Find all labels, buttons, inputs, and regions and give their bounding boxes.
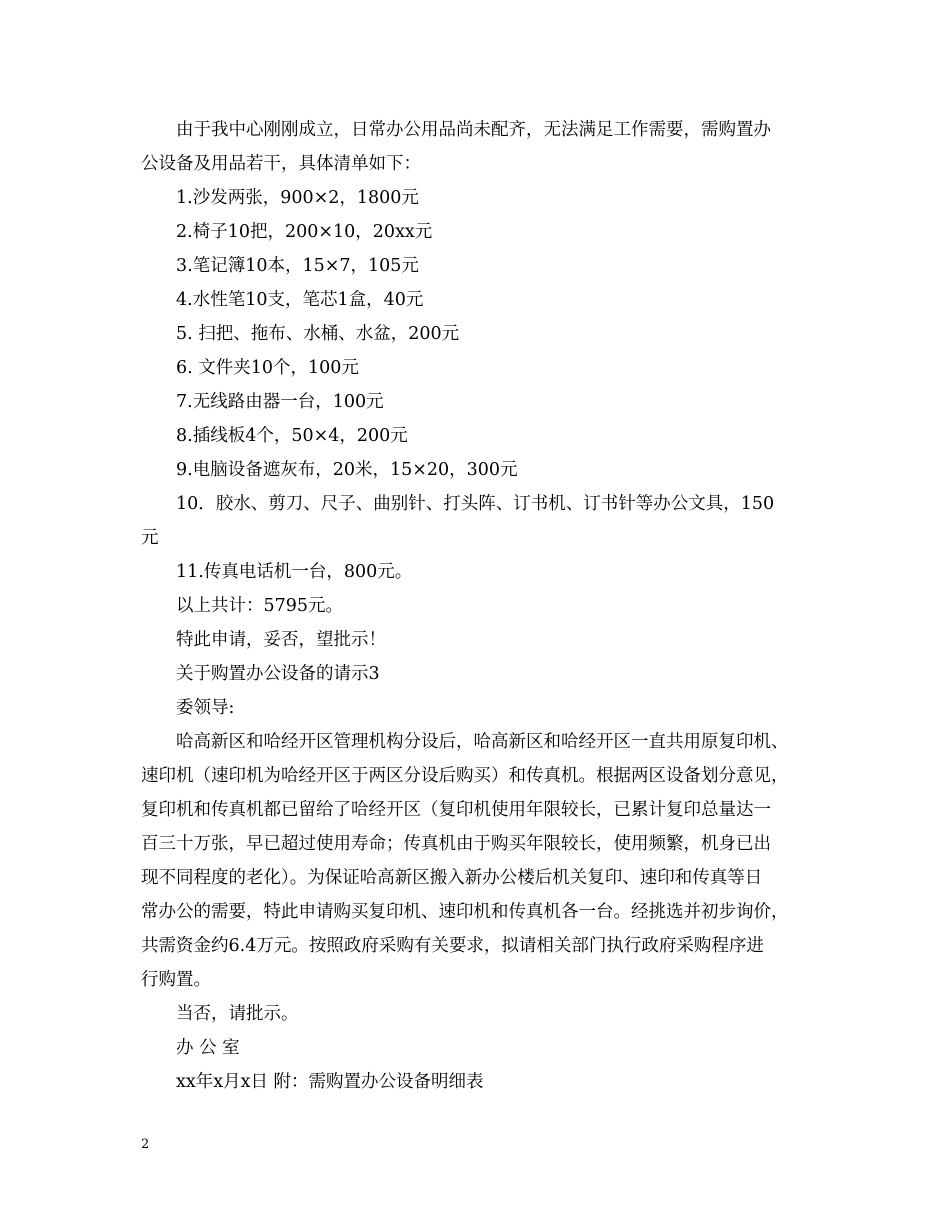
paragraph-line: 速印机（速印机为哈经开区于两区分设后购买）和传真机。根据两区设备划分意见， bbox=[141, 766, 789, 786]
paragraph-line: 百三十万张，早已超过使用寿命；传真机由于购买年限较长，使用频繁，机身已出 bbox=[141, 834, 771, 854]
paragraph-line: 共需资金约6.4万元。按照政府采购有关要求，拟请相关部门执行政府采购程序进 bbox=[141, 936, 764, 956]
list-item: 6. 文件夹10个，100元 bbox=[176, 358, 359, 378]
signature-office: 办 公 室 bbox=[176, 1038, 240, 1058]
list-item: 10．胶水、剪刀、尺子、曲别针、打头阵、订书机、订书针等办公文具，150 bbox=[176, 494, 775, 514]
list-item: 4.水性笔10支，笔芯1盒，40元 bbox=[176, 290, 424, 310]
list-item: 7.无线路由器一台，100元 bbox=[176, 392, 384, 412]
salutation: 委领导: bbox=[176, 698, 235, 718]
page-number: 2 bbox=[141, 1137, 150, 1152]
paragraph-line: 哈高新区和哈经开区管理机构分设后，哈高新区和哈经开区一直共用原复印机、 bbox=[176, 732, 789, 752]
paragraph-line: 现不同程度的老化）。为保证哈高新区搬入新办公楼后机关复印、速印和传真等日 bbox=[141, 868, 763, 888]
section-title: 关于购置办公设备的请示3 bbox=[176, 664, 380, 684]
paragraph-line: 行购置。 bbox=[141, 970, 211, 990]
list-item: 3.笔记簿10本，15×7，105元 bbox=[176, 256, 419, 276]
list-item: 5. 扫把、拖布、水桶、水盆，200元 bbox=[176, 324, 460, 344]
paragraph-line: 复印机和传真机都已留给了哈经开区（复印机使用年限较长，已累计复印总量达一 bbox=[141, 800, 771, 820]
total-line: 以上共计：5795元。 bbox=[176, 596, 344, 616]
list-item: 2.椅子10把，200×10，20xx元 bbox=[176, 222, 433, 242]
date-and-attachment: xx年x月x日 附：需购置办公设备明细表 bbox=[176, 1072, 484, 1092]
closing-request: 当否，请批示。 bbox=[176, 1004, 299, 1024]
closing-request: 特此申请，妥否，望批示！ bbox=[176, 630, 386, 650]
paragraph-line: 常办公的需要，特此申请购买复印机、速印机和传真机各一台。经挑选并初步询价， bbox=[141, 902, 789, 922]
list-item: 11.传真电话机一台，800元。 bbox=[176, 562, 413, 582]
paragraph-line: 公设备及用品若干，具体清单如下： bbox=[141, 154, 421, 174]
list-item-continuation: 元 bbox=[141, 528, 159, 548]
paragraph-line: 由于我中心刚刚成立，日常办公用品尚未配齐，无法满足工作需要，需购置办 bbox=[176, 120, 771, 140]
document-body bbox=[141, 113, 821, 1099]
list-item: 9.电脑设备遮灰布，20米，15×20，300元 bbox=[176, 460, 518, 480]
list-item: 8.插线板4个，50×4，200元 bbox=[176, 426, 408, 446]
list-item: 1.沙发两张，900×2，1800元 bbox=[176, 188, 419, 208]
